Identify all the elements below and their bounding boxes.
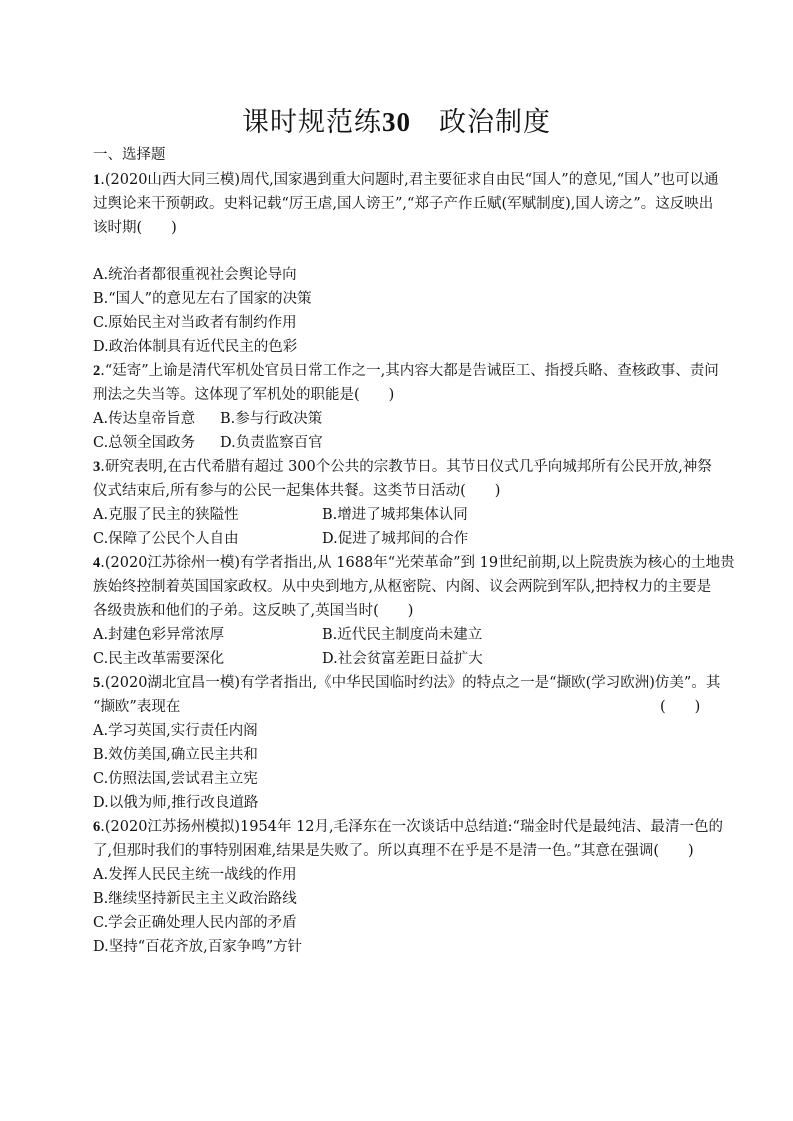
- page-title: [0, 100, 793, 139]
- q3-line2: 仪式结束后,所有参与的公民一起集体共餐。这类节日活动( ): [93, 483, 501, 499]
- q6-option-a: A.发挥人民民主统一战线的作用: [93, 867, 297, 883]
- q5-line1: 5.(2020湖北宜昌一模)有学者指出,《中华民国临时约法》的特点之一是“撷欧(学习欧洲)仿美”。其: [93, 675, 721, 691]
- q1-line1: 1.(2020山西大同三模)周代,国家遇到重大问题时,君主要征求自由民“国人”的意见,“国人”也可以通: [93, 172, 719, 188]
- q4-line3: 各级贵族和他们的子弟。这反映了,英国当时( ): [93, 603, 414, 619]
- q6-line1: 6.(2020江苏扬州模拟)1954年 12月,毛泽东在一次谈话中总结道:“瑞金时代是最纯洁、最清一色的: [93, 819, 723, 835]
- title-number: 30: [382, 107, 411, 137]
- q6-option-d: D.坚持“百花齐放,百家争鸣”方针: [93, 939, 303, 955]
- q3-option-a: A.克服了民主的狭隘性: [93, 507, 239, 523]
- q1-option-b: B.“国人”的意见左右了国家的决策: [93, 291, 312, 307]
- q6-option-b: B.继续坚持新民主主义政治路线: [93, 891, 297, 907]
- q2-line1: 2.“廷寄”上谕是清代军机处官员日常工作之一,其内容大都是告诫臣工、指授兵略、查核政事、责问: [93, 363, 719, 379]
- q3-options-row1: [93, 503, 468, 527]
- q4-option-b: B.近代民主制度尚未建立: [322, 627, 483, 643]
- title-prefix: 课时规范练: [242, 107, 382, 138]
- q1-line2: 过舆论来干预朝政。史料记载“厉王虐,国人谤王”,“郑子产作丘赋(军赋制度),国人谤之”。这反映出: [93, 196, 714, 212]
- q1-number: 1: [93, 172, 101, 188]
- q5-option-b: B.效仿美国,确立民主共和: [93, 747, 258, 763]
- q2-option-c: C.总领全国政务: [93, 435, 196, 451]
- q4-option-d: D.社会贫富差距日益扩大: [322, 651, 483, 667]
- q3-option-c: C.保障了公民个人自由: [93, 531, 239, 547]
- q4-options-row2: [93, 647, 483, 671]
- q4-line1: 4.(2020江苏徐州一模)有学者指出,从 1688年“光荣革命”到 19世纪前期,以上院贵族为核心的土地贵: [93, 555, 735, 571]
- q2-option-b: B.参与行政决策: [220, 411, 323, 427]
- q2-option-a: A.传达皇帝旨意: [93, 411, 196, 427]
- q3-line1: 3.研究表明,在古代希腊有超过 300个公共的宗教节日。其节日仪式几乎向城邦所有公民开放,神祭: [93, 459, 712, 475]
- q1-option-a: A.统治者都很重视社会舆论导向: [93, 267, 297, 283]
- q3-option-b: B.增进了城邦集体认同: [322, 507, 468, 523]
- q2-option-d: D.负责监察百官: [220, 435, 323, 451]
- q4-option-a: A.封建色彩异常浓厚: [93, 627, 225, 643]
- q2-options-row1: [93, 407, 323, 431]
- q5-option-a: A.学习英国,实行责任内阁: [93, 723, 258, 739]
- q6-line2: 了,但那时我们的事特别困难,结果是失败了。所以真理不在乎是不是清一色。”其意在强调( ): [93, 843, 694, 859]
- q3-number: 3: [93, 459, 101, 475]
- q4-line2: 族始终控制着英国国家政权。从中央到地方,从枢密院、内阁、议会两院到军队,把持权力的主要是: [93, 579, 712, 595]
- q3-options-row2: [93, 527, 469, 551]
- q1-option-c: C.原始民主对当政者有制约作用: [93, 315, 297, 331]
- q5-option-d: D.以俄为师,推行改良道路: [93, 795, 259, 811]
- section-heading: 一、选择题: [93, 147, 166, 163]
- q5-number: 5: [93, 675, 101, 691]
- q1-line3: 该时期( ): [93, 220, 177, 236]
- q4-number: 4: [93, 555, 101, 571]
- q4-options-row1: [93, 623, 483, 647]
- q6-number: 6: [93, 819, 101, 835]
- q5-option-c: C.仿照法国,尝试君主立宪: [93, 771, 258, 787]
- q2-number: 2: [93, 363, 101, 379]
- q4-option-c: C.民主改革需要深化: [93, 651, 225, 667]
- q5-line2: “撷欧”表现在 ( ): [93, 695, 693, 719]
- q3-option-d: D.促进了城邦间的合作: [322, 531, 469, 547]
- title-suffix: 政治制度: [439, 107, 551, 138]
- q6-option-c: C.学会正确处理人民内部的矛盾: [93, 915, 297, 931]
- q2-line2: 刑法之失当等。这体现了军机处的职能是( ): [93, 387, 395, 403]
- q1-option-d: D.政治体制具有近代民主的色彩: [93, 339, 298, 355]
- q2-options-row2: [93, 431, 323, 455]
- q5-answer-paren: ( ): [660, 699, 701, 715]
